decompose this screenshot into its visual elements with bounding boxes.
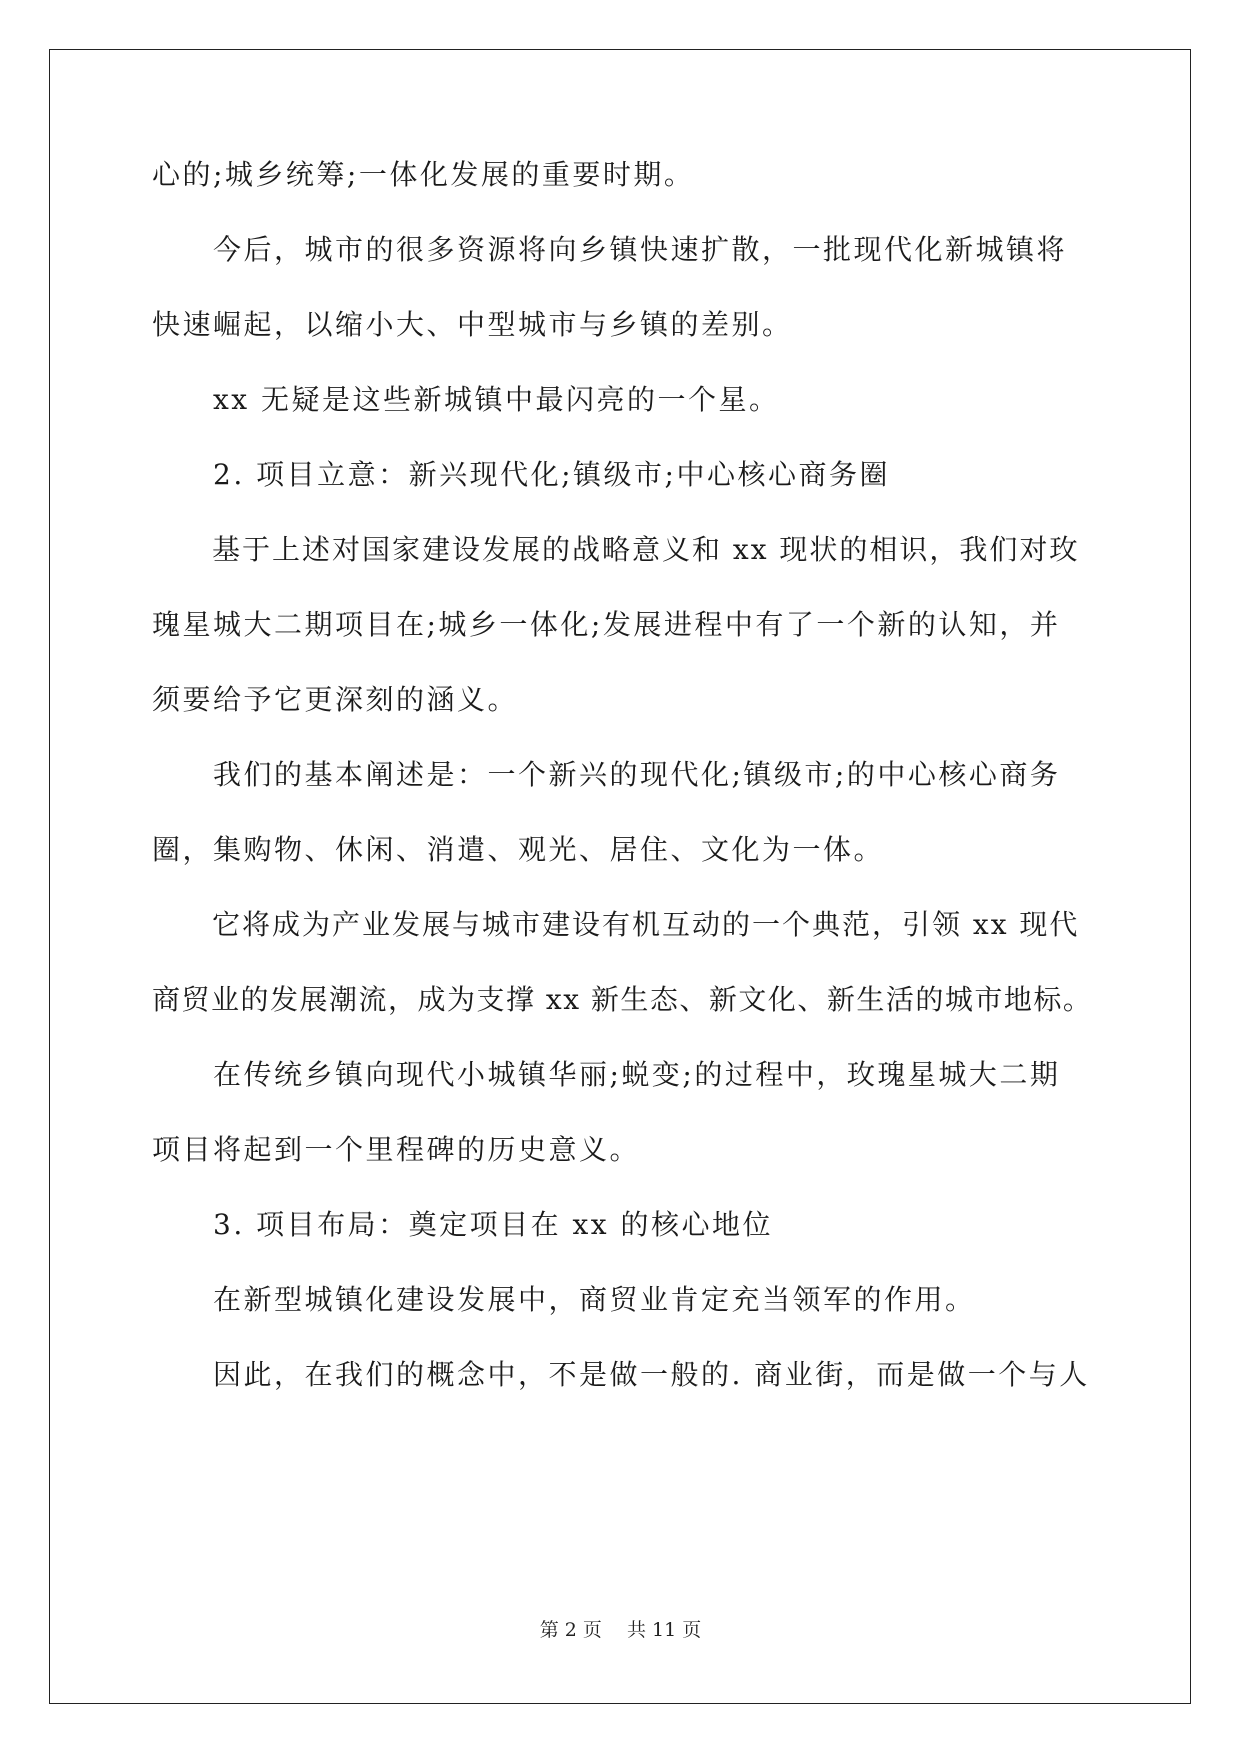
text-line: 它将成为产业发展与城市建设有机互动的一个典范，引领 xx 现代 — [152, 908, 1080, 941]
text-line: 心的;城乡统筹;一体化发展的重要时期。 — [152, 158, 695, 191]
text-line: 今后，城市的很多资源将向乡镇快速扩散，一批现代化新城镇将 — [152, 233, 1068, 266]
text-line: 基于上述对国家建设发展的战略意义和 xx 现状的相识，我们对玫 — [152, 533, 1080, 566]
page-number-footer: 第 2 页 共 11 页 — [539, 1619, 702, 1641]
text-line: 圈，集购物、休闲、消遣、观光、居住、文化为一体。 — [152, 833, 885, 866]
text-line: 瑰星城大二期项目在;城乡一体化;发展进程中有了一个新的认知，并 — [152, 608, 1061, 641]
text-line: 在新型城镇化建设发展中，商贸业肯定充当领军的作用。 — [152, 1283, 976, 1316]
text-line: 快速崛起，以缩小大、中型城市与乡镇的差别。 — [152, 308, 793, 341]
text-line: 我们的基本阐述是：一个新兴的现代化;镇级市;的中心核心商务 — [152, 758, 1061, 791]
text-line: xx 无疑是这些新城镇中最闪亮的一个星。 — [152, 383, 780, 416]
text-line: 须要给予它更深刻的涵义。 — [152, 683, 519, 716]
page-border — [49, 49, 1191, 1704]
text-line: 2. 项目立意：新兴现代化;镇级市;中心核心商务圈 — [152, 458, 890, 491]
text-line: 在传统乡镇向现代小城镇华丽;蜕变;的过程中，玫瑰星城大二期 — [152, 1058, 1061, 1091]
text-line: 因此，在我们的概念中，不是做一般的. 商业街，而是做一个与人 — [152, 1358, 1090, 1391]
text-line: 3. 项目布局：奠定项目在 xx 的核心地位 — [152, 1208, 774, 1241]
text-line: 项目将起到一个里程碑的历史意义。 — [152, 1133, 641, 1166]
text-line: 商贸业的发展潮流，成为支撑 xx 新生态、新文化、新生活的城市地标。 — [152, 983, 1093, 1016]
